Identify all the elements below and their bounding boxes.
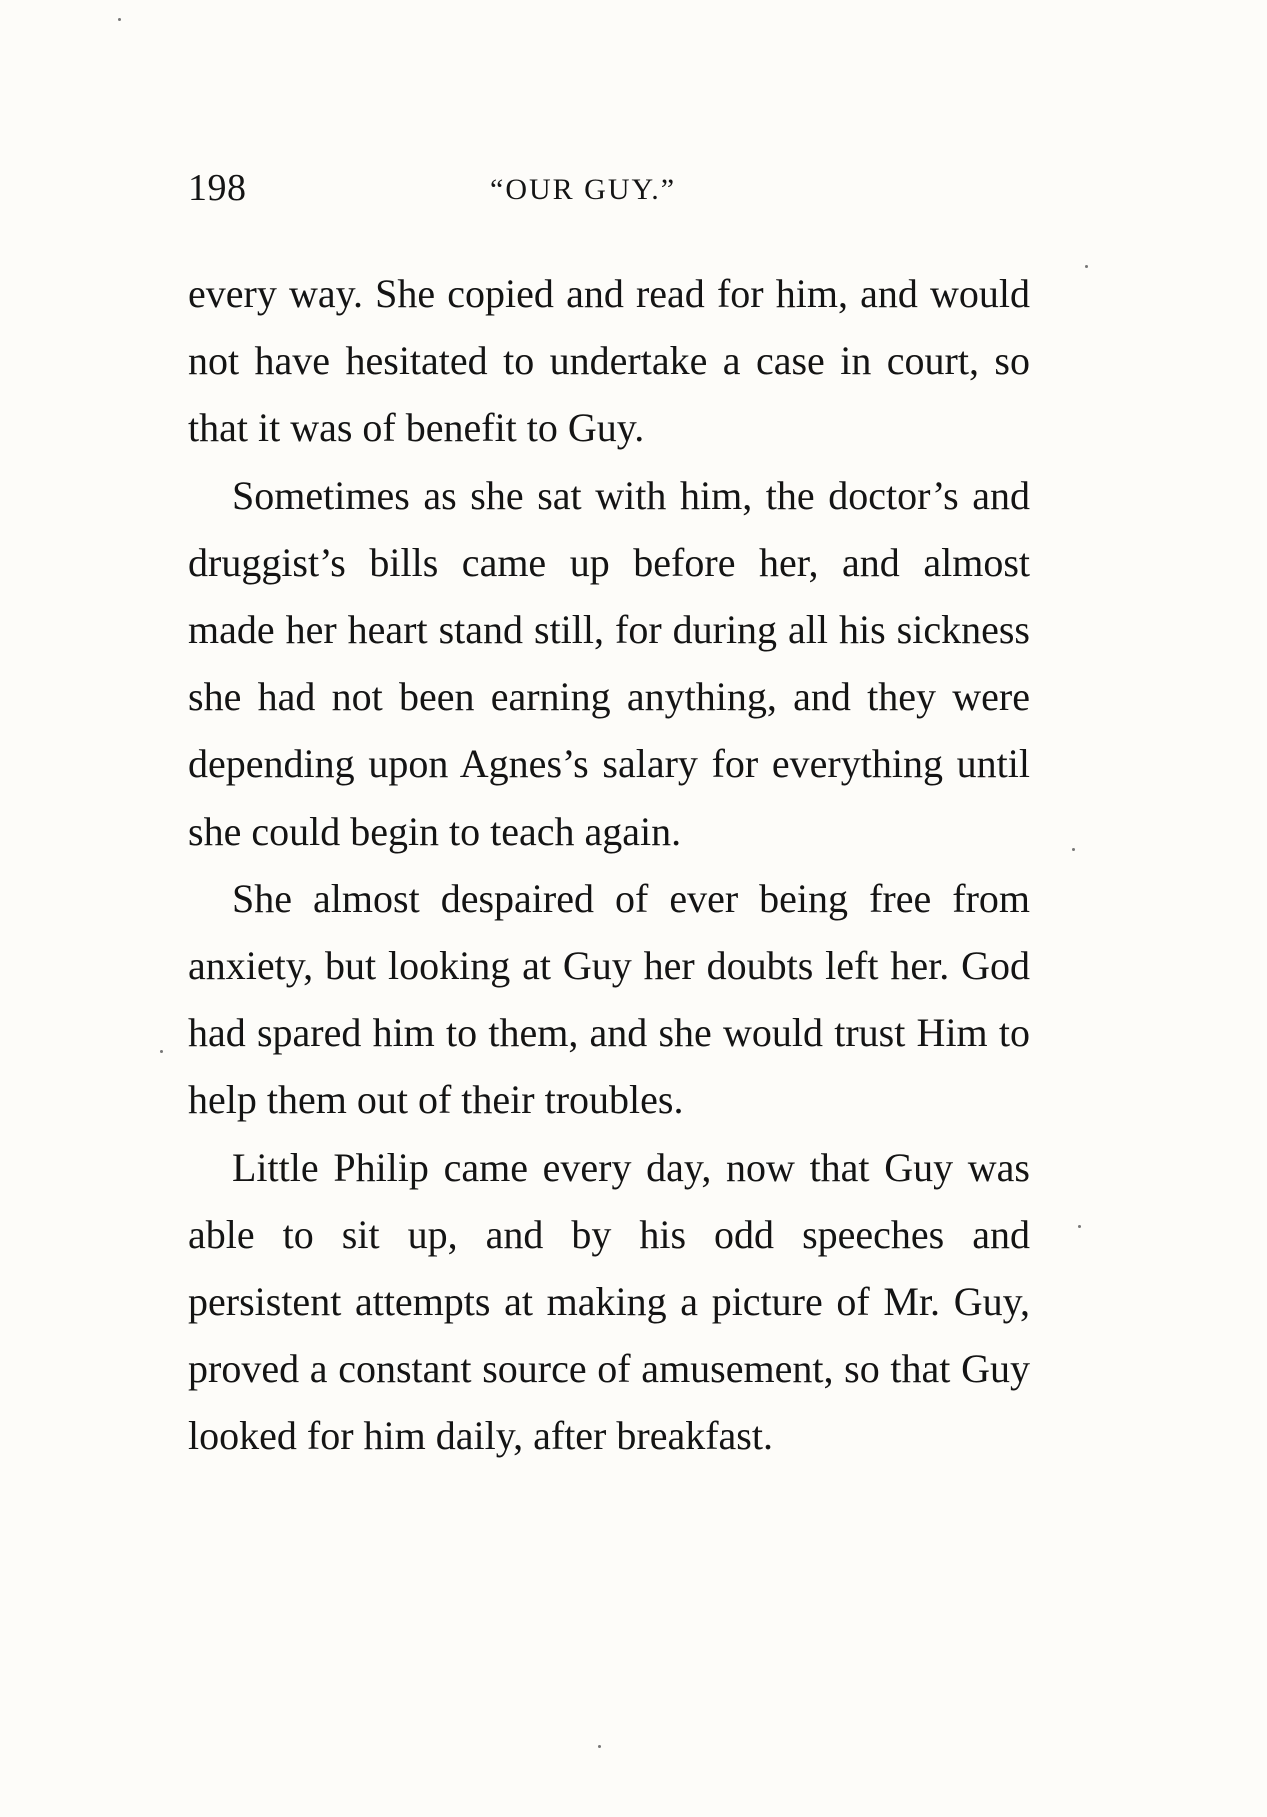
body-text	[188, 260, 1030, 1470]
paper-speck	[118, 18, 121, 21]
paragraph-3: She almost despaired of ever being free from anxiety, but looking at Guy her doubts left her. God had spared him to them, and she would trust Him to help them out of their troubles.	[188, 875, 1030, 1123]
page-header	[188, 166, 1030, 216]
paper-speck	[1078, 1225, 1081, 1228]
page-number: 198	[188, 167, 247, 209]
paragraph-1: every way. She copied and read for him, and would not have hesitated to undertake a case in court, so that it was of benefit to Guy.	[188, 271, 1030, 451]
paragraph-2: Sometimes as she sat with him, the doctor’s and druggist’s bills came up before her, and almost made her heart stand still, for during all his sickness she had not been earning anything, and they were depending upon Agnes’s salary for everything until she could begin to teach again.	[188, 472, 1030, 854]
running-title: “OUR GUY.”	[490, 173, 677, 206]
paper-speck	[160, 1050, 163, 1053]
paper-speck	[598, 1745, 601, 1748]
paragraph-4: Little Philip came every day, now that Guy was able to sit up, and by his odd speeches and persistent attempts at making a picture of Mr. Guy, proved a constant source of amusement, so that Guy looked for him daily, after breakfast.	[188, 1144, 1030, 1459]
paper-speck	[1072, 848, 1075, 851]
paper-speck	[1085, 265, 1088, 268]
